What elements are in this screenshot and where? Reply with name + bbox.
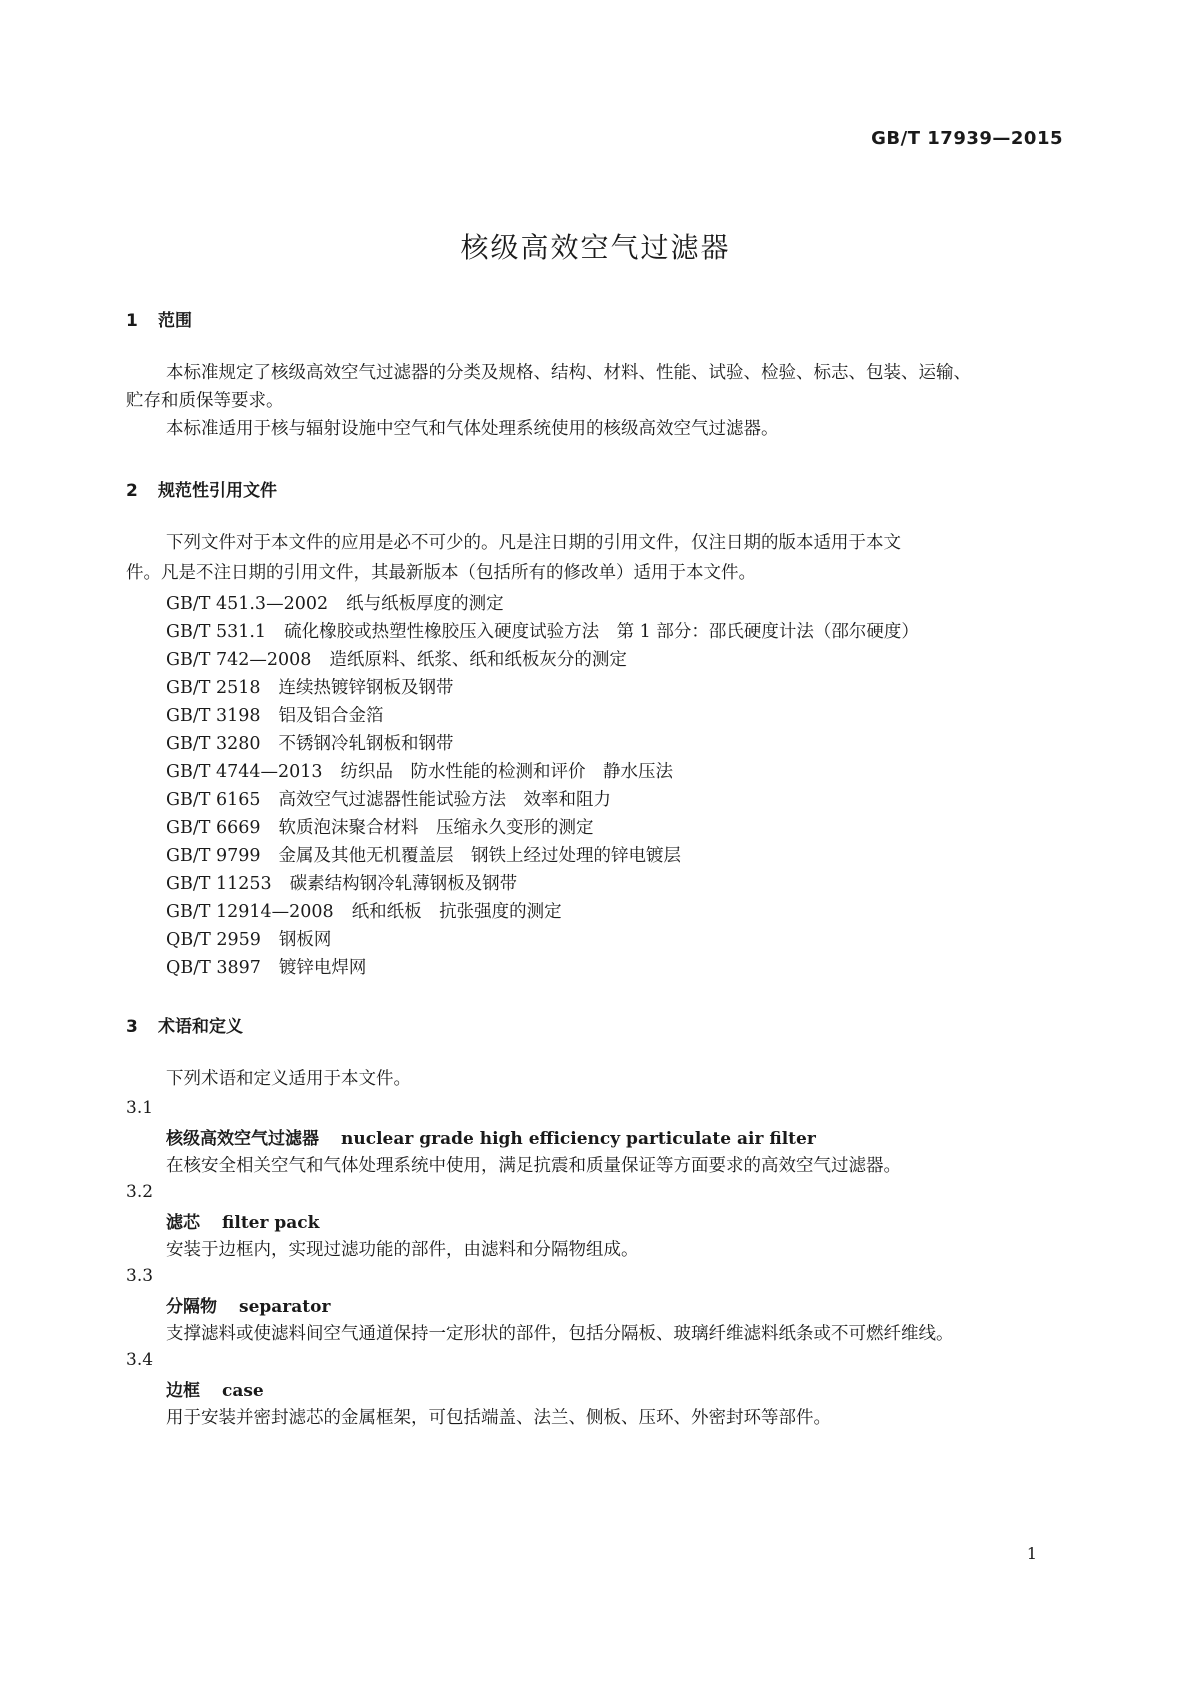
paragraph-line: 贮存和质保等要求。 — [126, 391, 284, 411]
term-heading — [166, 1376, 264, 1401]
reference-code: GB/T 6165 — [166, 790, 261, 810]
paragraph-line: 下列术语和定义适用于本文件。 — [166, 1069, 411, 1089]
reference-code: QB/T 3897 — [166, 958, 261, 978]
term-definition: 用于安装并密封滤芯的金属框架，可包括端盖、法兰、侧板、压环、外密封环等部件。 — [166, 1408, 831, 1428]
clause-number: 3.2 — [126, 1182, 154, 1202]
reference-item — [166, 842, 681, 867]
standard-number: GB/T 17939—2015 — [871, 128, 1063, 149]
reference-code: QB/T 2959 — [166, 930, 261, 950]
reference-code: GB/T 11253 — [166, 874, 272, 894]
reference-code: GB/T 12914—2008 — [166, 902, 334, 922]
reference-title: 硫化橡胶或热塑性橡胶压入硬度试验方法 第 1 部分：邵氏硬度计法（邵尔硬度） — [284, 622, 919, 642]
paragraph-line: 件。凡是不注日期的引用文件，其最新版本（包括所有的修改单）适用于本文件。 — [126, 563, 756, 583]
term-en: filter pack — [222, 1213, 320, 1233]
term-zh: 滤芯 — [166, 1213, 200, 1233]
reference-item — [166, 926, 331, 951]
reference-item — [166, 898, 562, 923]
section-number: 3 — [126, 1017, 138, 1037]
reference-item — [166, 590, 504, 615]
clause-number: 3.3 — [126, 1266, 154, 1286]
reference-title: 碳素结构钢冷轧薄钢板及钢带 — [289, 874, 518, 894]
section-number: 2 — [126, 481, 138, 501]
reference-item — [166, 814, 594, 839]
reference-title: 镀锌电焊网 — [278, 958, 367, 978]
reference-title: 纸与纸板厚度的测定 — [346, 594, 504, 614]
clause-number: 3.1 — [126, 1098, 154, 1118]
term-zh: 边框 — [166, 1381, 200, 1401]
section-3-heading — [126, 1012, 243, 1037]
term-en: case — [222, 1381, 264, 1401]
reference-title: 纺织品 防水性能的检测和评价 静水压法 — [340, 762, 674, 782]
page-number: 1 — [1026, 1544, 1037, 1563]
section-title: 范围 — [158, 311, 192, 331]
reference-title: 铝及铝合金箔 — [278, 706, 384, 726]
term-definition: 在核安全相关空气和气体处理系统中使用，满足抗震和质量保证等方面要求的高效空气过滤器。 — [166, 1156, 901, 1176]
reference-item — [166, 674, 454, 699]
section-number: 1 — [126, 311, 138, 331]
reference-item — [166, 730, 454, 755]
term-heading — [166, 1208, 319, 1233]
reference-title: 钢板网 — [278, 930, 332, 950]
reference-title: 纸和纸板 抗张强度的测定 — [351, 902, 562, 922]
clause-number: 3.4 — [126, 1350, 154, 1370]
reference-code: GB/T 3280 — [166, 734, 261, 754]
term-heading — [166, 1124, 816, 1149]
reference-title: 软质泡沫聚合材料 压缩永久变形的测定 — [278, 818, 594, 838]
document-title: 核级高效空气过滤器 — [460, 231, 731, 264]
paragraph-line: 下列文件对于本文件的应用是必不可少的。凡是注日期的引用文件，仅注日期的版本适用于本文 — [166, 533, 901, 553]
term-zh: 核级高效空气过滤器 — [166, 1129, 319, 1149]
term-definition: 支撑滤料或使滤料间空气通道保持一定形状的部件，包括分隔板、玻璃纤维滤料纸条或不可燃纤维线。 — [166, 1324, 954, 1344]
paragraph-line: 本标准适用于核与辐射设施中空气和气体处理系统使用的核级高效空气过滤器。 — [166, 419, 779, 439]
reference-code: GB/T 3198 — [166, 706, 261, 726]
reference-code: GB/T 531.1 — [166, 622, 267, 642]
reference-code: GB/T 9799 — [166, 846, 261, 866]
reference-title: 金属及其他无机覆盖层 钢铁上经过处理的锌电镀层 — [278, 846, 682, 866]
reference-item — [166, 702, 384, 727]
reference-code: GB/T 4744—2013 — [166, 762, 323, 782]
reference-code: GB/T 742—2008 — [166, 650, 312, 670]
reference-item — [166, 786, 611, 811]
reference-title: 连续热镀锌钢板及钢带 — [278, 678, 454, 698]
reference-title: 高效空气过滤器性能试验方法 效率和阻力 — [278, 790, 612, 810]
reference-code: GB/T 2518 — [166, 678, 261, 698]
reference-title: 不锈钢冷轧钢板和钢带 — [278, 734, 454, 754]
reference-code: GB/T 6669 — [166, 818, 261, 838]
section-2-heading — [126, 476, 277, 501]
section-title: 规范性引用文件 — [158, 481, 277, 501]
reference-item — [166, 618, 919, 643]
reference-item — [166, 870, 517, 895]
section-title: 术语和定义 — [158, 1017, 243, 1037]
term-en: nuclear grade high efficiency particulate air filter — [341, 1129, 816, 1149]
reference-code: GB/T 451.3—2002 — [166, 594, 329, 614]
reference-item — [166, 758, 673, 783]
term-definition: 安装于边框内，实现过滤功能的部件，由滤料和分隔物组成。 — [166, 1240, 639, 1260]
term-en: separator — [239, 1297, 331, 1317]
term-heading — [166, 1292, 330, 1317]
reference-item — [166, 954, 366, 979]
reference-title: 造纸原料、纸浆、纸和纸板灰分的测定 — [329, 650, 627, 670]
reference-item — [166, 646, 627, 671]
section-1-heading — [126, 306, 192, 331]
paragraph-line: 本标准规定了核级高效空气过滤器的分类及规格、结构、材料、性能、试验、检验、标志、包装、运输、 — [166, 363, 971, 383]
term-zh: 分隔物 — [166, 1297, 217, 1317]
